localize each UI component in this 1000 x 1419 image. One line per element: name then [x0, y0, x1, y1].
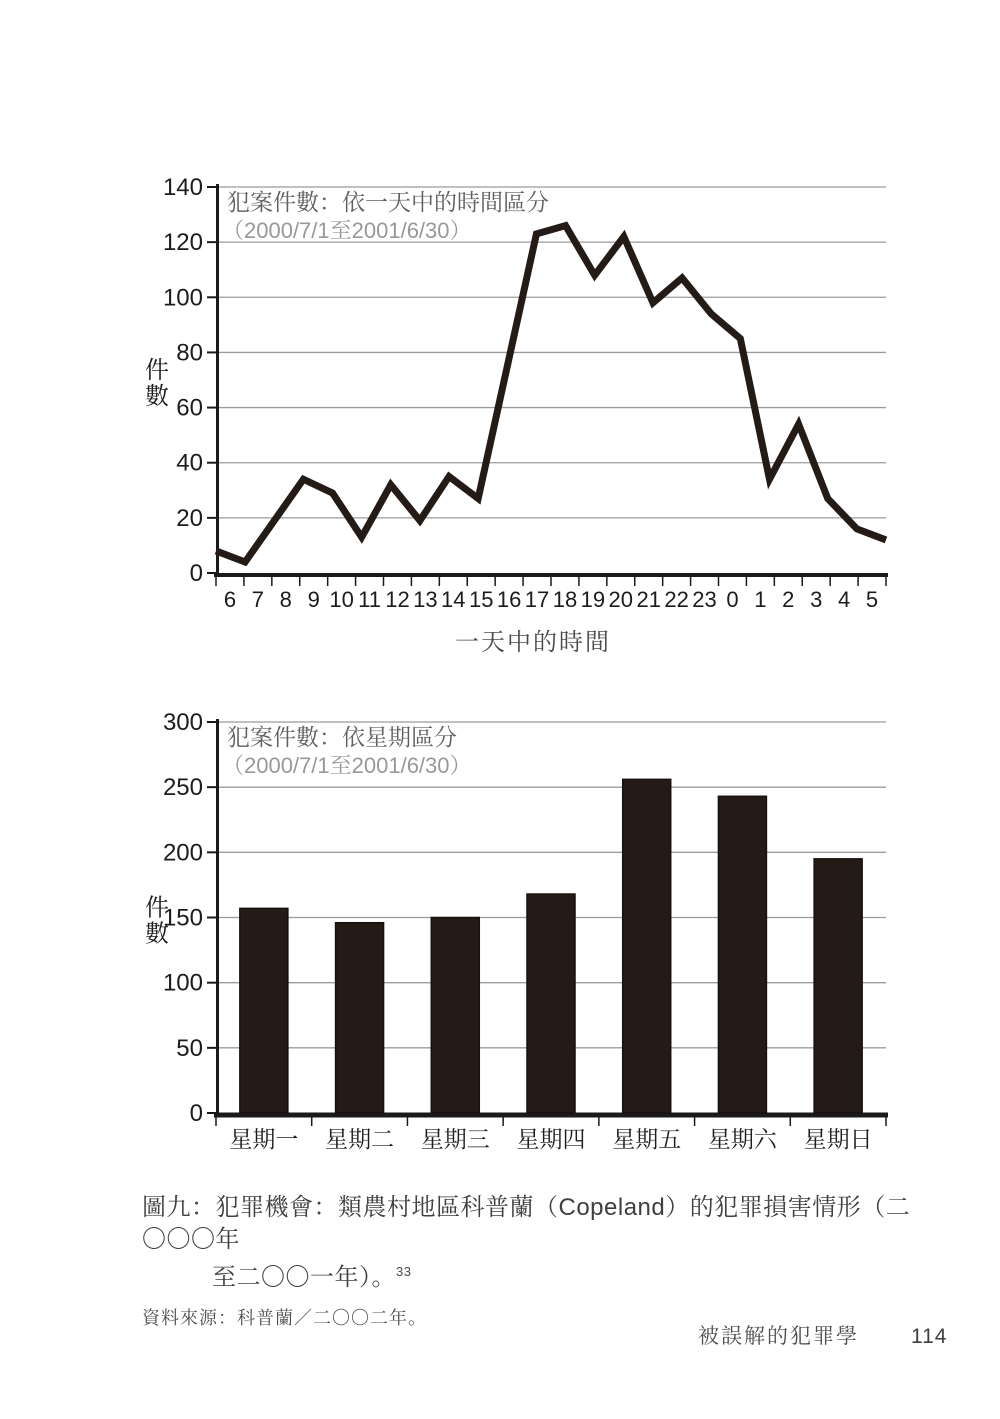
x-tick-label-星期日: 星期日: [803, 1126, 873, 1152]
bar-星期日: [814, 859, 862, 1113]
bar-星期一: [240, 908, 288, 1113]
x-tick-label-3: 3: [810, 587, 823, 612]
bar-星期三: [431, 918, 479, 1114]
y-tick-label-50: 50: [176, 1034, 203, 1062]
y-axis-title-char-0: 件: [145, 894, 169, 922]
y-tick-label-20: 20: [176, 504, 203, 532]
y-tick-label-60: 60: [176, 394, 203, 422]
x-tick-label-10: 10: [329, 587, 354, 612]
caption-source: 資料來源：科普蘭／二〇〇二年。: [142, 1308, 427, 1328]
x-tick-label-4: 4: [838, 587, 851, 612]
chart-title: 犯案件數：依星期區分: [227, 724, 457, 750]
caption-line-2-text: 至二〇〇一年）。: [212, 1264, 396, 1291]
figure-caption: [142, 1192, 932, 1334]
page-footer: [698, 1320, 947, 1350]
caption-line-2: [212, 1256, 932, 1294]
footer-book-title: 被誤解的犯罪學: [698, 1325, 859, 1348]
x-tick-label-16: 16: [496, 587, 522, 612]
y-tick-label-150: 150: [162, 904, 203, 932]
x-tick-label-星期一: 星期一: [229, 1126, 299, 1152]
x-tick-label-星期三: 星期三: [420, 1126, 490, 1152]
y-tick-label-0: 0: [189, 1100, 203, 1127]
chart-subtitle: （2000/7/1至2001/6/30）: [222, 753, 472, 778]
x-tick-label-6: 6: [223, 587, 237, 612]
x-tick-label-星期六: 星期六: [707, 1126, 777, 1152]
x-axis-title: 一天中的時間: [455, 629, 611, 656]
x-tick-label-星期五: 星期五: [612, 1126, 682, 1152]
y-tick-label-100: 100: [162, 969, 203, 997]
x-tick-label-14: 14: [441, 587, 466, 612]
x-tick-label-9: 9: [307, 587, 320, 612]
crime-by-hour-line-series: [216, 226, 886, 562]
x-tick-label-13: 13: [413, 587, 438, 612]
x-tick-label-21: 21: [636, 587, 661, 612]
footer-page-number: 114: [911, 1325, 948, 1348]
weekly-crime-bar-chart: [0, 680, 1000, 1192]
x-tick-label-7: 7: [251, 587, 264, 612]
x-tick-label-18: 18: [552, 587, 578, 612]
x-tick-label-15: 15: [468, 587, 494, 612]
x-tick-label-22: 22: [664, 587, 689, 612]
y-tick-label-300: 300: [162, 709, 203, 736]
y-tick-label-250: 250: [162, 774, 203, 802]
x-tick-label-19: 19: [580, 587, 606, 612]
y-tick-label-120: 120: [162, 229, 203, 257]
y-tick-label-200: 200: [162, 839, 203, 867]
x-tick-label-20: 20: [608, 587, 634, 612]
footnote-reference: 33: [396, 1264, 412, 1279]
x-tick-label-2: 2: [782, 587, 795, 612]
x-tick-label-0: 0: [726, 587, 739, 612]
bar-星期五: [623, 779, 671, 1113]
x-tick-label-12: 12: [385, 587, 410, 612]
hourly-crime-line-chart: [0, 0, 1000, 680]
y-tick-label-100: 100: [162, 284, 203, 312]
x-tick-label-5: 5: [865, 587, 879, 612]
bar-星期四: [527, 894, 575, 1113]
chart-title: 犯案件數：依一天中的時間區分: [227, 189, 549, 215]
y-axis-title-char-1: 數: [145, 920, 169, 948]
x-tick-label-17: 17: [524, 587, 550, 612]
chart-subtitle: （2000/7/1至2001/6/30）: [222, 218, 472, 243]
y-tick-label-140: 140: [162, 174, 203, 201]
x-tick-label-11: 11: [358, 587, 381, 612]
y-axis-title-char-1: 數: [145, 383, 169, 410]
y-tick-label-0: 0: [189, 560, 203, 587]
caption-line-1: 圖九：犯罪機會：類農村地區科普蘭（Copeland）的犯罪損害情形（二〇〇〇年: [142, 1194, 911, 1253]
bar-星期二: [336, 923, 384, 1113]
x-tick-label-23: 23: [692, 587, 717, 612]
y-tick-label-40: 40: [176, 449, 203, 477]
x-tick-label-星期四: 星期四: [516, 1126, 586, 1152]
bar-星期六: [718, 796, 766, 1113]
y-tick-label-80: 80: [176, 339, 203, 367]
x-tick-label-8: 8: [279, 587, 292, 612]
y-axis-title-char-0: 件: [145, 357, 169, 384]
x-tick-label-星期二: 星期二: [325, 1126, 395, 1152]
x-tick-label-1: 1: [754, 587, 767, 612]
